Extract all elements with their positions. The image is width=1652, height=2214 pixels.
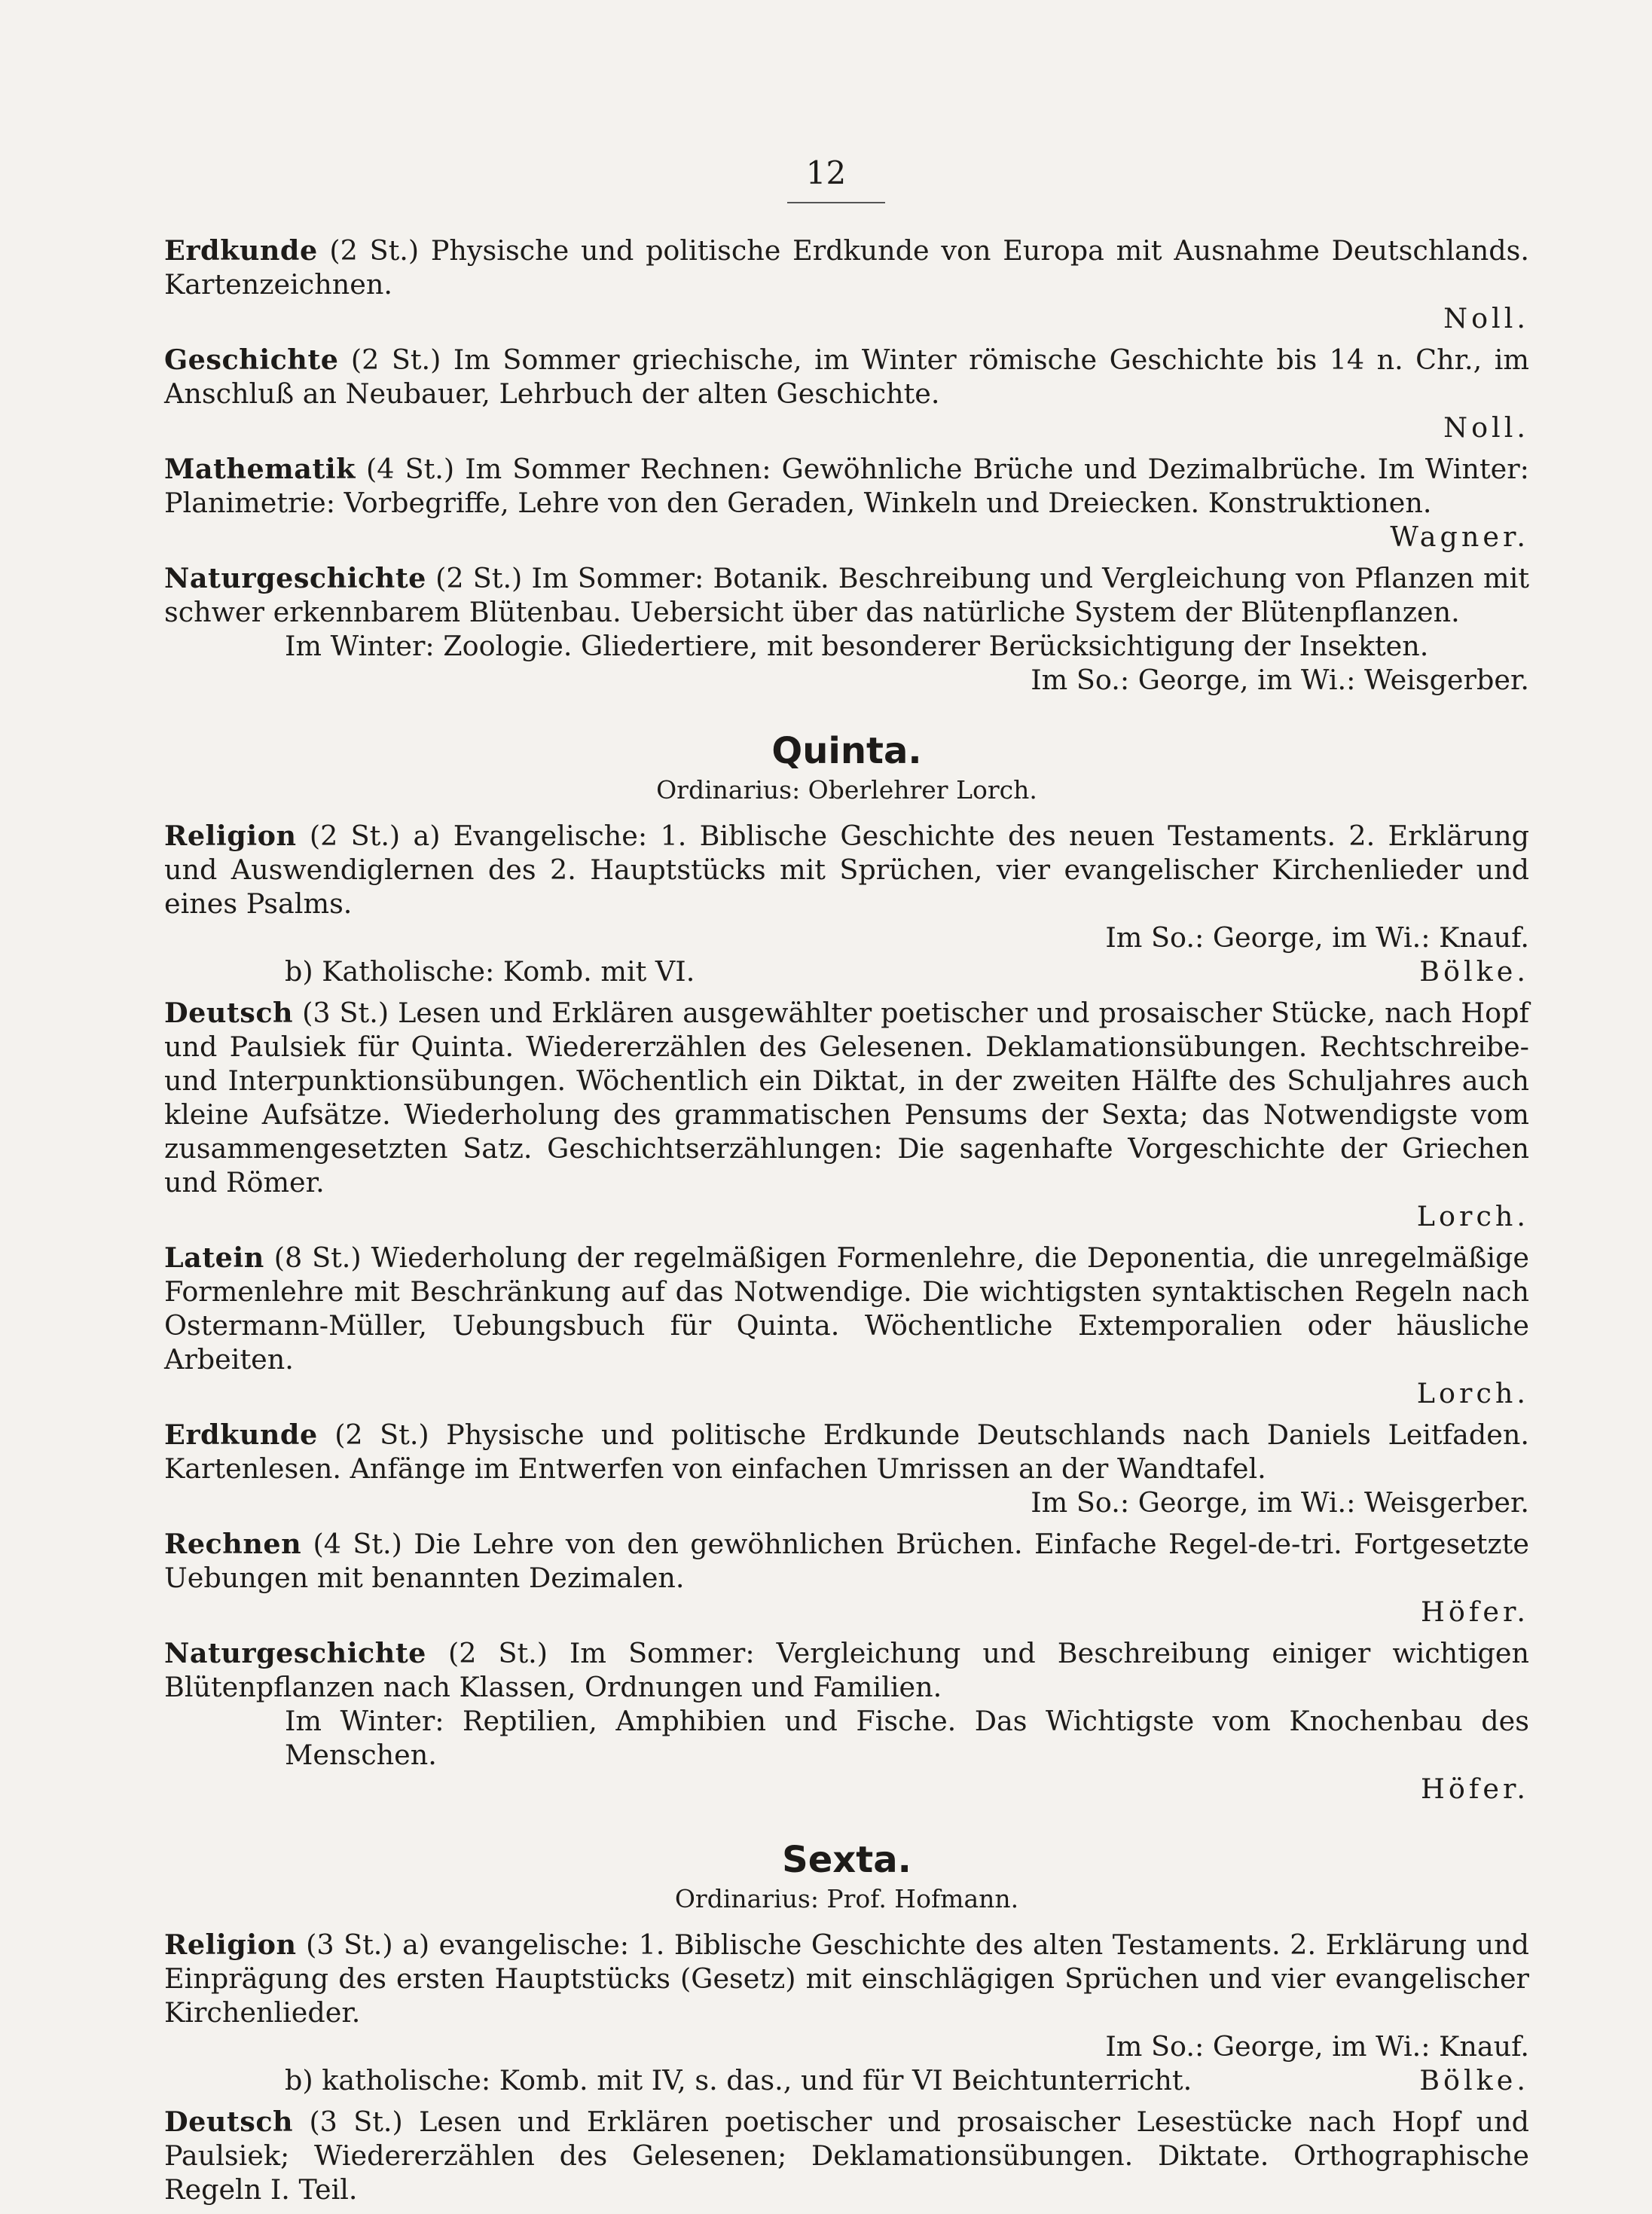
subject-hours: (4 St.) [366,453,455,485]
subject-hours: (4 St.) [313,1528,402,1560]
subject-hours: (2 St.) [435,562,523,594]
page-content [164,234,1529,2214]
subject-text: Lesen und Erklären ausgewählter poetischer und prosaischer Stücke, nach Hopf und Paulsiek für Quinta. Wiedererzählen des Gelesenen. Deklamationsübungen. Rechtschreibe- und Interpunktionsübungen. Wöchentlich ein Diktat, in der zweiten Hälfte des Schuljahres auch kleine Aufsätze. Wiederholung des grammatischen Pensums der Sexta; das Notwendigste vom zusammengesetzten Satz. Geschichtserzählungen: Die sagenhafte Vorgeschichte der Griechen und Römer. [164,997,1529,1199]
subject-subline [164,2063,1529,2097]
entry-erdkunde [164,234,1529,335]
entry-religion [164,1928,1529,2097]
page-number-rule [787,202,885,203]
teacher-name: Lorch. [1416,1200,1529,1232]
subject-hours: (2 St.) [334,1418,429,1451]
subject-name: Mathematik [164,453,356,485]
teacher-name: Im So.: George, im Wi.: Weisgerber. [1031,664,1529,696]
subject-text-winter: Im Winter: Zoologie. Gliedertiere, mit besonderer Berücksichtigung der Insekten. [285,630,1429,662]
subject-hours: (2 St.) [329,234,420,267]
section-ordinarius: Ordinarius: Oberlehrer Lorch. [656,775,1037,805]
teacher-name: Im So.: George, im Wi.: Knauf. [1105,921,1529,954]
entry-deutsch [164,2105,1529,2206]
teacher-name: Wagner. [1390,521,1529,553]
entry-naturgeschichte [164,561,1529,697]
teacher-name: Höfer. [1421,1773,1529,1805]
teacher-name: Im So.: George, im Wi.: Weisgerber. [1031,1486,1529,1519]
subject-name: Geschichte [164,344,339,376]
subject-hours: (8 St.) [273,1241,362,1274]
entry-mathematik [164,452,1529,554]
subject-text: Die Lehre von den gewöhnlichen Brüchen. Einfache Regel-de-tri. Fortgesetzte Uebungen mit benannten Dezimalen. [164,1528,1529,1594]
subject-hours: (3 St.) [309,2106,403,2138]
subject-text: Im Sommer: Botanik. Beschreibung und Vergleichung von Pflanzen mit schwer erkennbarem Blütenbau. Uebersicht über das natürliche System der Blütenpflanzen. [164,562,1529,628]
subject-text: Im Sommer Rechnen: Gewöhnliche Brüche und Dezimalbrüche. Im Winter: Planimetrie: Vorbegriffe, Lehre von den Geraden, Winkeln und Dreiecken. Konstruktionen. [164,453,1529,519]
entry-erdkunde [164,1418,1529,1519]
subject-text-winter: Im Winter: Reptilien, Amphibien und Fische. Das Wichtigste vom Knochenbau des Menschen. [285,1705,1529,1771]
section-ordinarius: Ordinarius: Prof. Hofmann. [674,1884,1019,1913]
teacher-name: Im So.: George, im Wi.: Knauf. [1105,2030,1529,2063]
teacher-name: Noll. [1443,411,1529,444]
subject-name: Deutsch [164,997,294,1029]
subject-subtext: b) Katholische: Komb. mit VI. [285,955,695,988]
teacher-name: Höfer. [1421,1596,1529,1628]
section-title-quinta: Quinta. [771,730,922,772]
subject-text: a) Evangelische: 1. Biblische Geschichte des neuen Testaments. 2. Erklärung und Auswendiglernen des 2. Hauptstücks mit Sprüchen, vier evangelischer Kirchenlieder und eines Psalms. [164,820,1529,920]
subject-hours: (2 St.) [309,820,401,852]
page-number: 12 [805,154,847,191]
teacher-name: Lorch. [1416,1377,1529,1409]
subject-name: Naturgeschichte [164,562,426,594]
entry-religion [164,819,1529,988]
subject-name: Erdkunde [164,1418,318,1451]
subject-text: Physische und politische Erdkunde von Europa mit Ausnahme Deutschlands. Kartenzeichnen. [164,234,1529,301]
subject-name: Latein [164,1241,264,1274]
subject-name: Deutsch [164,2106,294,2138]
subject-subline [164,954,1529,988]
subject-subtext: b) katholische: Komb. mit IV, s. das., und für VI Beichtunterricht. [285,2064,1192,2096]
teacher-name: Noll. [1443,302,1529,334]
subject-text: Physische und politische Erdkunde Deutschlands nach Daniels Leitfaden. Kartenlesen. Anfänge im Entwerfen von einfachen Umrissen an der Wandtafel. [164,1418,1529,1485]
entry-naturgeschichte [164,1636,1529,1806]
entry-deutsch [164,996,1529,1233]
entry-latein [164,1241,1529,1410]
subject-hours: (2 St.) [350,344,441,376]
teacher-name: Bölke. [1419,955,1529,988]
subject-hours: (2 St.) [447,1637,548,1669]
subject-hours: (3 St.) [302,997,389,1029]
subject-name: Religion [164,1928,297,1961]
entry-rechnen [164,1527,1529,1629]
section-title-sexta: Sexta. [782,1839,912,1881]
subject-text: a) evangelische: 1. Biblische Geschichte des alten Testaments. 2. Erklärung und Einprägung des ersten Hauptstücks (Gesetz) mit einschlägigen Sprüchen und vier evangelischer Kirchenlieder. [164,1928,1529,2029]
subject-text: Lesen und Erklären poetischer und prosaischer Lesestücke nach Hopf und Paulsiek; Wiedererzählen des Gelesenen; Deklamationsübungen. Diktate. Orthographische Regeln I. Teil. [164,2106,1529,2206]
teacher-name: Bölke. [1419,2064,1529,2096]
subject-hours: (3 St.) [306,1928,393,1961]
subject-name: Rechnen [164,1528,302,1560]
subject-text: Wiederholung der regelmäßigen Formenlehre, die Deponentia, die unregelmäßige Formenlehre mit Beschränkung auf das Notwendige. Die wichtigsten syntaktischen Regeln nach Ostermann-Müller, Uebungsbuch für Quinta. Wöchentliche Extemporalien oder häusliche Arbeiten. [164,1241,1529,1376]
subject-text: Im Sommer: Vergleichung und Beschreibung einiger wichtigen Blütenpflanzen nach Klassen, Ordnungen und Familien. [164,1637,1529,1703]
subject-name: Naturgeschichte [164,1637,426,1669]
subject-text: Im Sommer griechische, im Winter römische Geschichte bis 14 n. Chr., im Anschluß an Neubauer, Lehrbuch der alten Geschichte. [164,344,1529,410]
subject-name: Erdkunde [164,234,318,267]
subject-name: Religion [164,820,297,852]
entry-geschichte [164,343,1529,444]
